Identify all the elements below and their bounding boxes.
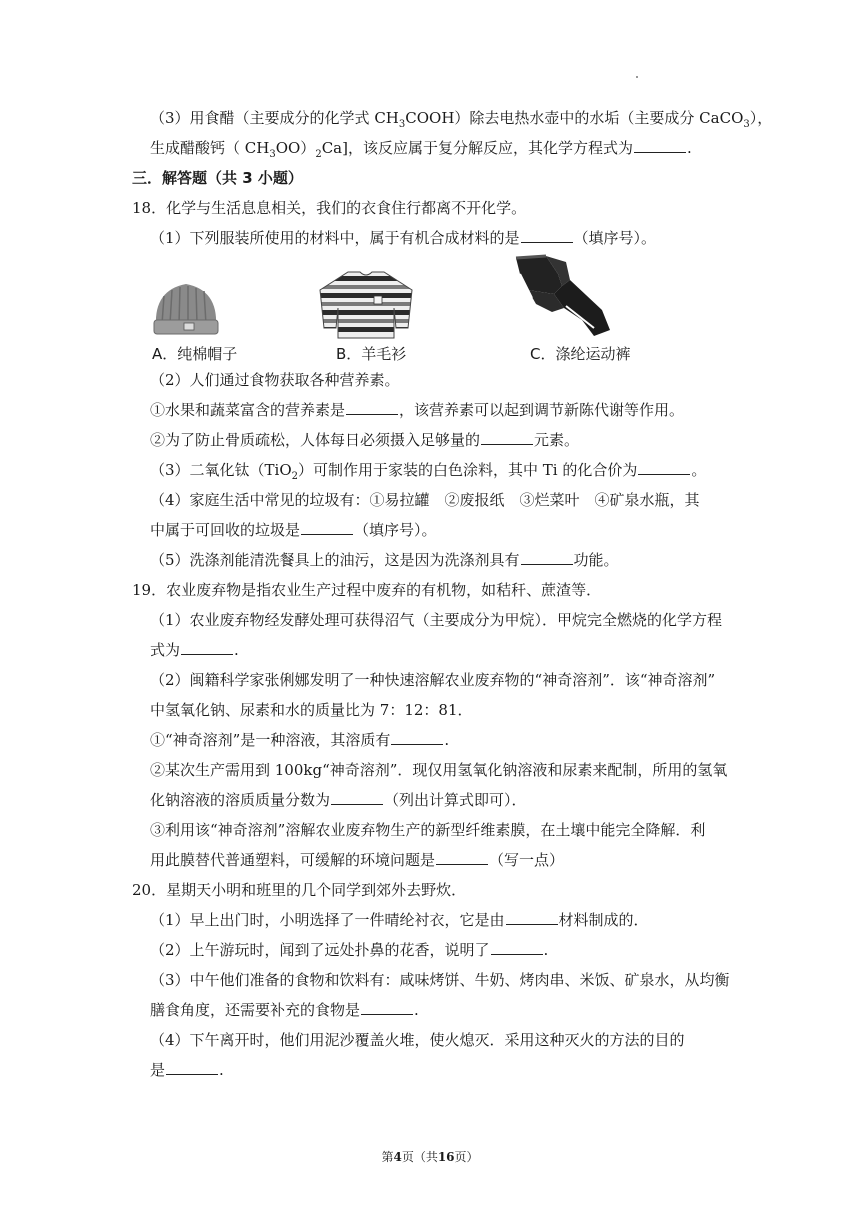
caption-a: A．纯棉帽子 (152, 345, 238, 363)
answer-blank[interactable] (301, 520, 353, 535)
q20-part1: （1）早上出门时，小明选择了一件晴纶衬衣，它是由 材料制成的． (150, 911, 649, 929)
answer-blank[interactable] (346, 400, 398, 415)
caption-b: B．羊毛衫 (336, 345, 407, 363)
q20-part4-line1: （4）下午离开时，他们用泥沙覆盖火堆，使火熄灭．采用这种灭火的方法的目的 (150, 1031, 685, 1049)
sweater-icon (316, 268, 416, 344)
page-number: 4 (393, 1150, 402, 1164)
answer-blank[interactable] (166, 1060, 218, 1075)
q19-part2-1: ①“神奇溶剂”是一种溶液，其溶质有 . (150, 731, 450, 749)
page-footer: 第4页（共16页） (381, 1150, 479, 1164)
q17-part3-line2: 生成醋酸钙（ $CH_3OO)_2Ca$]，该反应属于复分解反应，其化学方程式为 . (150, 139, 692, 160)
section-title: 三．解答题（共 3 小题） (132, 169, 303, 187)
answer-blank[interactable] (491, 940, 543, 955)
q19-part2-line2: 中氢氧化钠、尿素和水的质量比为 7：12：81． (150, 701, 473, 719)
q19-part2-2-line2: 化钠溶液的溶质质量分数为 （列出计算式即可）． (150, 791, 527, 809)
answer-blank[interactable] (521, 228, 573, 243)
q19-part2-line1: （2）闽籍科学家张俐娜发明了一种快速溶解农业废弃物的“神奇溶剂”．该“神奇溶剂” (150, 671, 716, 689)
q18-part4-line2: 中属于可回收的垃圾是 （填序号）。 (150, 521, 437, 539)
answer-blank[interactable] (331, 790, 383, 805)
q18-part2-1: ①水果和蔬菜富含的营养素是 ，该营养素可以起到调节新陈代谢等作用。 (150, 401, 685, 419)
q18-part2: （2）人们通过食物获取各种营养素。 (150, 371, 400, 389)
answer-blank[interactable] (391, 730, 443, 745)
question-19: 19．农业废弃物是指农业生产过程中废弃的有机物，如秸秆、蔗渣等． (132, 581, 602, 599)
q18-part5: （5）洗涤剂能清洗餐具上的油污，这是因为洗涤剂具有 功能。 (150, 551, 619, 569)
q19-part1-line2: 式为 . (150, 641, 239, 659)
q20-part4-line2: 是 . (150, 1061, 224, 1079)
q18-part1: （1）下列服装所使用的材料中，属于有机合成材料的是 （填序号）。 (150, 229, 657, 247)
question-20: 20．星期天小明和班里的几个同学到郊外去野炊． (132, 881, 467, 899)
q18-part2-2: ②为了防止骨质疏松，人体每日必须摄入足够量的 元素。 (150, 431, 580, 449)
hat-icon (150, 276, 222, 342)
answer-blank[interactable] (181, 640, 233, 655)
q17-part3-line1: （3）用食醋（主要成分的化学式 $CH_3COOH$）除去电热水壶中的水垢（主要成分 CaCO$_3$）， (150, 109, 773, 130)
page-mark (636, 76, 638, 78)
answer-blank[interactable] (436, 850, 488, 865)
answer-blank[interactable] (361, 1000, 413, 1015)
answer-blank[interactable] (481, 430, 533, 445)
answer-blank[interactable] (634, 138, 686, 153)
answer-blank[interactable] (638, 460, 690, 475)
q18-part4-line1: （4）家庭生活中常见的垃圾有：①易拉罐 ②废报纸 ③烂菜叶 ④矿泉水瓶，其 (150, 491, 700, 509)
q20-part3-line1: （3）中午他们准备的食物和饮料有：咸味烤饼、牛奶、烤肉串、米饭、矿泉水，从均衡 (150, 971, 730, 989)
q19-part2-3-line1: ③利用该“神奇溶剂”溶解农业废弃物生产的新型纤维素膜，在土壤中能完全降解．利 (150, 821, 706, 839)
pants-icon (506, 254, 616, 344)
caption-c: C．涤纶运动裤 (530, 345, 631, 363)
q20-part3-line2: 膳食角度，还需要补充的食物是 . (150, 1001, 419, 1019)
page-total: 16 (437, 1150, 455, 1164)
q19-part2-2-line1: ②某次生产需用到 100kg“神奇溶剂”．现仅用氢氧化钠溶液和尿素来配制，所用的氢氧 (150, 761, 728, 779)
q18-part3: （3）二氧化钛（TiO$_2$）可制作用于家装的白色涂料，其中 Ti 的化合价为 。 (150, 461, 707, 482)
answer-blank[interactable] (506, 910, 558, 925)
q19-part1-line1: （1）农业废弃物经发酵处理可获得沼气（主要成分为甲烷）．甲烷完全燃烧的化学方程 (150, 611, 723, 629)
answer-blank[interactable] (521, 550, 573, 565)
q19-part2-3-line2: 用此膜替代普通塑料，可缓解的环境问题是 （写一点） (150, 851, 565, 869)
question-18: 18．化学与生活息息相关，我们的衣食住行都离不开化学。 (132, 199, 527, 217)
q20-part2: （2）上午游玩时，闻到了远处扑鼻的花香，说明了 . (150, 941, 549, 959)
